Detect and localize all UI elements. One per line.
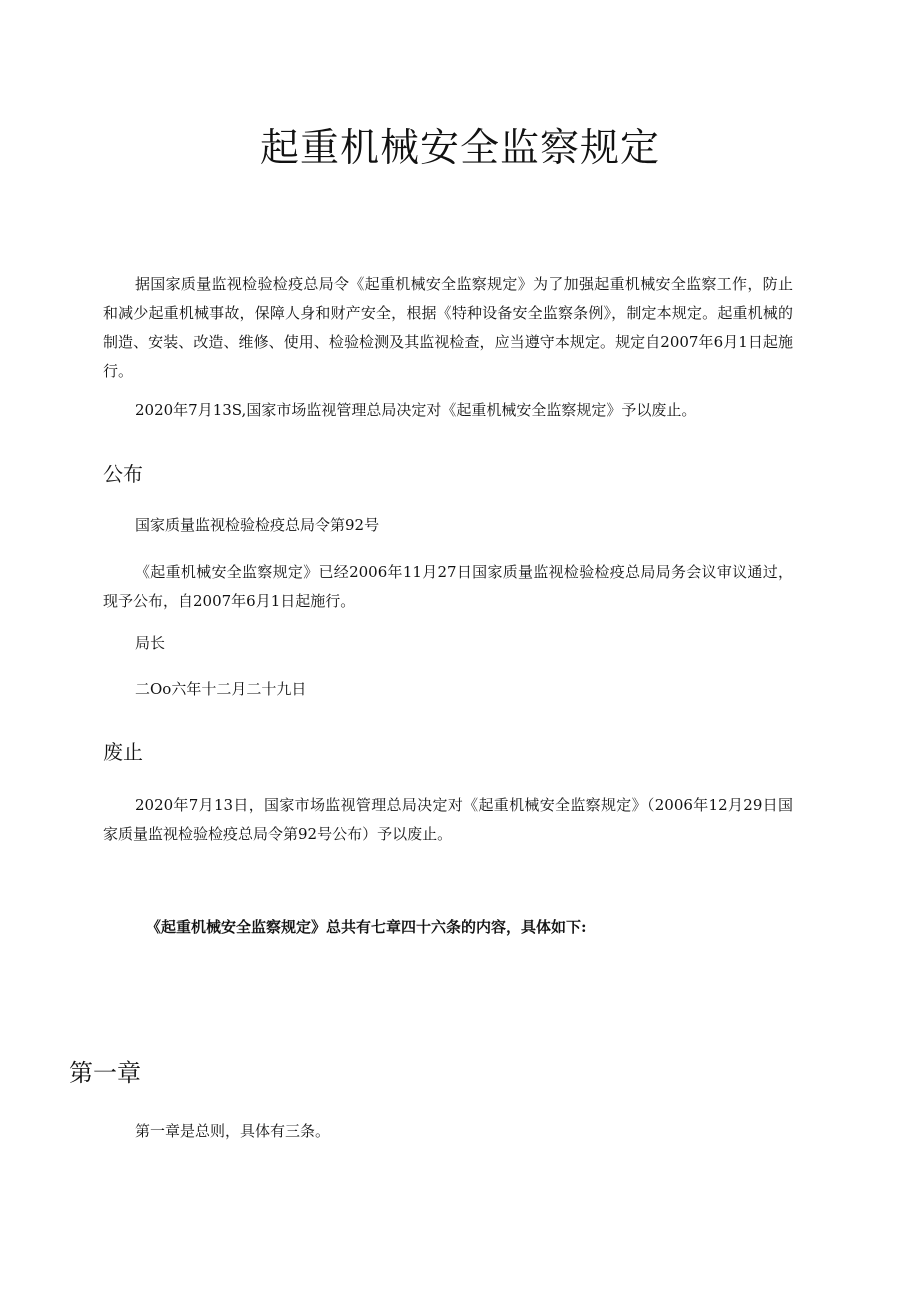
publish-body: 《起重机械安全监察规定》已经2006年11月27日国家质量监视检验检疫总局局务会议审议通过，现予公布，自2007年6月1日起施行。 bbox=[103, 563, 793, 610]
intro-paragraph: 据国家质量监视检验检疫总局令《起重机械安全监察规定》为了加强起重机械安全监察工作，防止和减少起重机械事故，保障人身和财产安全，根据《特种设备安全监察条例》，制定本规定。起重机械的制造、安装、改造、维修、使用、检验检测及其监视检查，应当遵守本规定。规定自2007年6月1日起施行。 bbox=[103, 275, 793, 380]
chapter-1-body: 第一章是总则，具体有三条。 bbox=[135, 1122, 331, 1140]
signatory: 局长 bbox=[135, 634, 166, 652]
publish-heading: 公布 bbox=[103, 462, 143, 486]
abolish-body: 2020年7月13日，国家市场监视管理总局决定对《起重机械安全监察规定》（2006年12月29日国家质量监视检验检疫总局令第92号公布）予以废止。 bbox=[103, 796, 793, 843]
abolish-heading: 废止 bbox=[103, 740, 143, 764]
order-number: 国家质量监视检验检疫总局令第92号 bbox=[135, 516, 380, 534]
chapter-1-heading: 第一章 bbox=[69, 1059, 141, 1087]
abolish-note: 2020年7月13S,国家市场监视管理总局决定对《起重机械安全监察规定》予以废止。 bbox=[135, 401, 697, 419]
publish-date: 二Oo六年十二月二十九日 bbox=[135, 680, 307, 698]
document-title: 起重机械安全监察规定 bbox=[259, 126, 660, 171]
summary-line: 《起重机械安全监察规定》总共有七章四十六条的内容，具体如下: bbox=[146, 918, 587, 936]
